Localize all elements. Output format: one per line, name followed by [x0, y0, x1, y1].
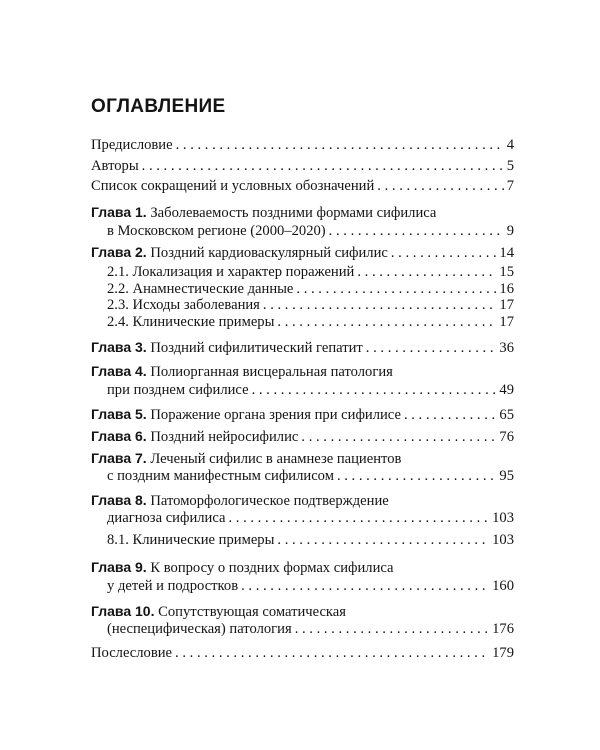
chapter-label: Глава 5. — [91, 406, 147, 422]
toc-entry-text: Список сокращений и условных обозначений — [91, 178, 375, 194]
toc-entry-text: Поздний сифилитический гепатит — [150, 340, 363, 356]
toc-entry-text: Поздний кардиоваскулярный сифилис — [150, 245, 388, 261]
toc-entry-chapter-7-cont[interactable] — [107, 466, 514, 486]
toc-entry-text-cont: (неспецифическая) патология — [107, 621, 292, 637]
chapter-label: Глава 4. — [91, 363, 147, 379]
toc-entry-chapter-1[interactable] — [91, 202, 514, 222]
toc-page-number: 16 — [499, 281, 514, 297]
toc-page-number: 76 — [499, 429, 514, 445]
toc-entry-chapter-5[interactable] — [91, 404, 514, 424]
chapter-label: Глава 2. — [91, 244, 147, 260]
toc-page-number: 103 — [492, 510, 514, 526]
toc-entry-text: 8.1. Клинические примеры — [107, 532, 275, 548]
toc-entry-text-cont: в Московском регионе (2000–2020) — [107, 223, 326, 239]
toc-page-number: 179 — [492, 645, 514, 661]
toc-entry-text: 2.1. Локализация и характер поражений — [107, 264, 355, 280]
toc-entry-text: Заболеваемость поздними формами сифилиса — [150, 205, 437, 221]
toc-page-number: 17 — [499, 297, 514, 313]
toc-page-number: 65 — [499, 407, 514, 423]
toc-entry-text-cont: при позднем сифилисе — [107, 382, 249, 398]
toc-entry-text: Предисловие — [91, 137, 173, 153]
toc-entry-text: Патоморфологическое подтверждение — [150, 493, 389, 509]
toc-entry-preface[interactable] — [91, 135, 514, 155]
leader-dots — [377, 176, 503, 196]
toc-entry-text: Леченый сифилис в анамнезе пациентов — [150, 451, 402, 467]
chapter-label: Глава 3. — [91, 339, 147, 355]
chapter-label: Глава 8. — [91, 492, 147, 508]
toc-entry-text: Послесловие — [91, 645, 173, 661]
leader-dots — [277, 530, 489, 550]
toc-page-number: 17 — [499, 314, 514, 330]
leader-dots — [228, 508, 489, 528]
toc-page-number: 36 — [499, 340, 514, 356]
toc-entry-text: Поздний нейросифилис — [150, 429, 299, 445]
leader-dots — [404, 405, 496, 425]
toc-entry-text: 2.4. Клинические примеры — [107, 314, 275, 330]
toc-entry-chapter-4[interactable] — [91, 361, 514, 381]
chapter-label: Глава 1. — [91, 204, 147, 220]
toc-page-number: 4 — [506, 137, 514, 153]
toc-entry-chapter-4-cont[interactable] — [107, 380, 514, 400]
chapter-label: Глава 6. — [91, 428, 147, 444]
leader-dots — [301, 427, 496, 447]
toc-entry-chapter-8[interactable] — [91, 490, 514, 510]
leader-dots — [175, 643, 489, 663]
leader-dots — [252, 380, 497, 400]
leader-dots — [142, 156, 504, 176]
toc-page-number: 9 — [506, 223, 514, 239]
toc-page-number: 15 — [499, 264, 514, 280]
chapter-label: Глава 9. — [91, 559, 147, 575]
toc-entry-chapter-3[interactable] — [91, 337, 514, 357]
toc-entry-text-cont: у детей и подростков — [107, 578, 239, 594]
toc-entry-text-cont: с поздним манифестным сифилисом — [107, 468, 334, 484]
toc-entry-chapter-8-cont[interactable] — [107, 508, 514, 528]
leader-dots — [391, 243, 497, 263]
toc-entry-text: К вопросу о поздних формах сифилиса — [150, 560, 394, 576]
leader-dots — [241, 576, 489, 596]
chapter-label: Глава 7. — [91, 450, 147, 466]
toc-entry-text: Сопутствующая соматическая — [158, 604, 346, 620]
toc-entry-text: Авторы — [91, 158, 139, 174]
leader-dots — [337, 466, 496, 486]
toc-entry-text: 2.3. Исходы заболевания — [107, 297, 260, 313]
toc-entry-authors[interactable] — [91, 156, 514, 176]
toc-page-number: 103 — [492, 532, 514, 548]
toc-entry-text-cont: диагноза сифилиса — [107, 510, 226, 526]
toc-entry-chapter-6[interactable] — [91, 426, 514, 446]
toc-entry-chapter-10[interactable] — [91, 601, 514, 621]
toc-title: ОГЛАВЛЕНИЕ — [91, 96, 226, 117]
leader-dots — [329, 221, 504, 241]
toc-page-number: 95 — [499, 468, 514, 484]
leader-dots — [295, 619, 489, 639]
toc-entry-afterword[interactable] — [91, 643, 514, 663]
toc-entry-chapter-9[interactable] — [91, 557, 514, 577]
toc-page-number: 160 — [492, 578, 514, 594]
toc-page-number: 7 — [506, 178, 514, 194]
toc-page-number: 176 — [492, 621, 514, 637]
leader-dots — [176, 135, 504, 155]
toc-page-number: 49 — [499, 382, 514, 398]
leader-dots — [277, 312, 496, 332]
leader-dots — [366, 338, 497, 358]
toc-page-number: 5 — [506, 158, 514, 174]
toc-entry-chapter-9-cont[interactable] — [107, 576, 514, 596]
toc-entry-section-8-1[interactable] — [107, 530, 514, 550]
toc-entry-text: 2.2. Анамнестические данные — [107, 281, 294, 297]
toc-entry-chapter-1-cont[interactable] — [107, 221, 514, 241]
toc-entry-section-2-4[interactable] — [107, 312, 514, 332]
toc-entry-abbreviations[interactable] — [91, 176, 514, 196]
toc-entry-chapter-10-cont[interactable] — [107, 619, 514, 639]
toc-page-number: 14 — [499, 245, 514, 261]
toc-entry-chapter-2[interactable] — [91, 242, 514, 262]
chapter-label: Глава 10. — [91, 603, 155, 619]
toc-entry-text: Полиорганная висцеральная патология — [150, 364, 393, 380]
toc-entry-text: Поражение органа зрения при сифилисе — [150, 407, 401, 423]
toc-entry-chapter-7[interactable] — [91, 448, 514, 468]
